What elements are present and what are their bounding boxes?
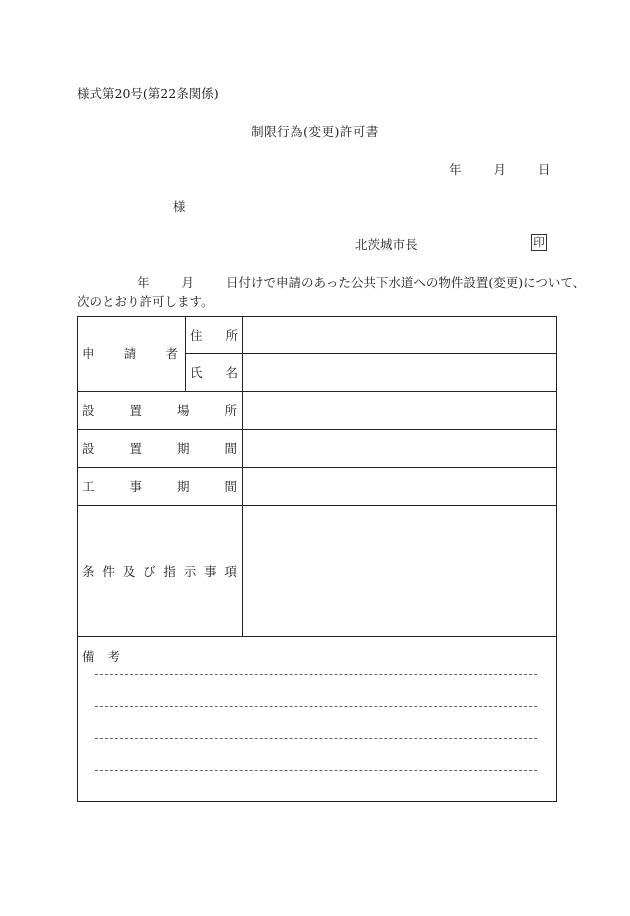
remarks-line <box>95 738 537 739</box>
intro-line-2: 次のとおり許可します。 <box>77 294 214 309</box>
intro-line-1 <box>137 273 585 291</box>
row-divider <box>77 636 557 637</box>
intro-month-label: 月 <box>181 275 194 290</box>
location-label: 設 置 場 所 <box>82 403 237 418</box>
col-divider <box>185 316 186 391</box>
issue-date <box>449 160 550 178</box>
construction-period-label: 工 事 期 間 <box>82 479 237 494</box>
conditions-label: 条 件 及 び 指 示 事 項 <box>82 564 237 579</box>
date-day-label: 日 <box>537 162 551 177</box>
name-label: 氏 名 <box>190 365 238 380</box>
date-month-label: 月 <box>493 162 506 177</box>
col-divider <box>242 316 243 636</box>
intro-year-label: 年 <box>137 275 150 290</box>
remarks-label: 備 考 <box>82 649 120 664</box>
document-title: 制限行為(変更)許可書 <box>251 124 379 139</box>
row-divider <box>77 467 557 468</box>
row-divider <box>77 391 557 392</box>
applicant-label: 申 請 者 <box>82 346 178 361</box>
installation-period-label: 設 置 期 間 <box>82 441 237 456</box>
remarks-line <box>95 770 537 771</box>
permit-table <box>77 316 557 802</box>
row-divider <box>185 353 557 354</box>
intro-text: 日付けで申請のあった公共下水道への物件設置(変更)について、 <box>225 275 586 290</box>
remarks-line <box>95 674 537 675</box>
row-divider <box>77 505 557 506</box>
address-label: 住 所 <box>190 328 238 343</box>
date-year-label: 年 <box>449 162 462 177</box>
issuer-name: 北茨城市長 <box>355 237 418 252</box>
row-divider <box>77 429 557 430</box>
form-number: 様式第20号(第22条関係) <box>77 86 219 101</box>
remarks-line <box>95 706 537 707</box>
seal-mark: 印 <box>531 234 547 251</box>
recipient-suffix: 様 <box>173 199 186 214</box>
